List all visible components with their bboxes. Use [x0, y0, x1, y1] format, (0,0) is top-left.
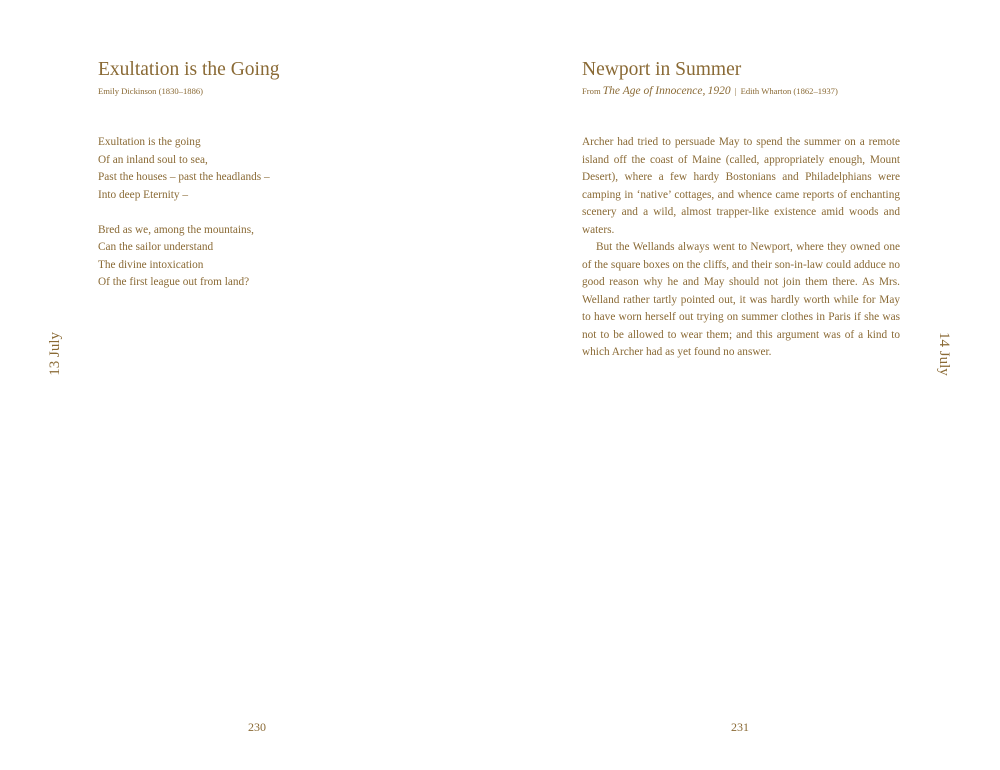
poem-line: Past the houses – past the headlands – [98, 171, 270, 183]
poem-line: Can the sailor understand [98, 241, 214, 253]
excerpt-paragraph: But the Wellands always went to Newport, where they owned one of the square boxes on the cliffs, and their son-in-law could adduce no good reason why he and May should not join them there. As Mrs. Welland rather tartly pointed out, it was hardly worth while for May to have worn herself out trying on summer clothes in Paris if she was not to be allowed to wear them; and this argument was of a kind to which Archer had as yet found no answer. [582, 241, 900, 358]
right-page [500, 0, 1000, 770]
poem-byline: Emily Dickinson (1830–1886) [98, 86, 204, 96]
poem-stanza [98, 222, 458, 292]
poem-stanza [98, 134, 458, 204]
left-side-date: 13 July [47, 332, 63, 376]
byline-year: 1920 [707, 85, 731, 97]
poem-body [98, 134, 458, 309]
poem-line: Of the first league out from land? [98, 276, 250, 288]
excerpt-body [582, 134, 900, 362]
left-heading-block [98, 58, 458, 97]
right-page-number: 231 [731, 720, 749, 734]
poem-line: Exultation is the going [98, 136, 201, 148]
right-heading-block [582, 58, 902, 97]
excerpt-paragraph: Archer had tried to persuade May to spend the summer on a remote island off the coast of Maine (called, appropriately enough, Mount Desert), where a few hardy Bostonians and Philadelphians were camping in ‘native’ cottages, and whence came reports of enchanting scenery and a wild, almost trapper-like existence amid woods and waters. [582, 136, 900, 236]
byline-prefix: From [582, 86, 601, 96]
poem-line: Into deep Eternity – [98, 188, 189, 201]
poem-line: The divine intoxication [98, 258, 204, 271]
byline-separator: | [734, 86, 737, 96]
excerpt-byline [582, 85, 902, 97]
poem-line: Bred as we, among the mountains, [98, 223, 254, 236]
byline-author: Edith Wharton (1862–1937) [740, 86, 838, 96]
byline-work-title: The Age of Innocence, [602, 85, 706, 97]
excerpt-title: Newport in Summer [582, 59, 742, 80]
left-page-number: 230 [248, 720, 266, 734]
poem-line: Of an inland soul to sea, [98, 153, 208, 166]
right-side-date: 14 July [936, 332, 952, 376]
poem-title: Exultation is the Going [98, 59, 280, 80]
